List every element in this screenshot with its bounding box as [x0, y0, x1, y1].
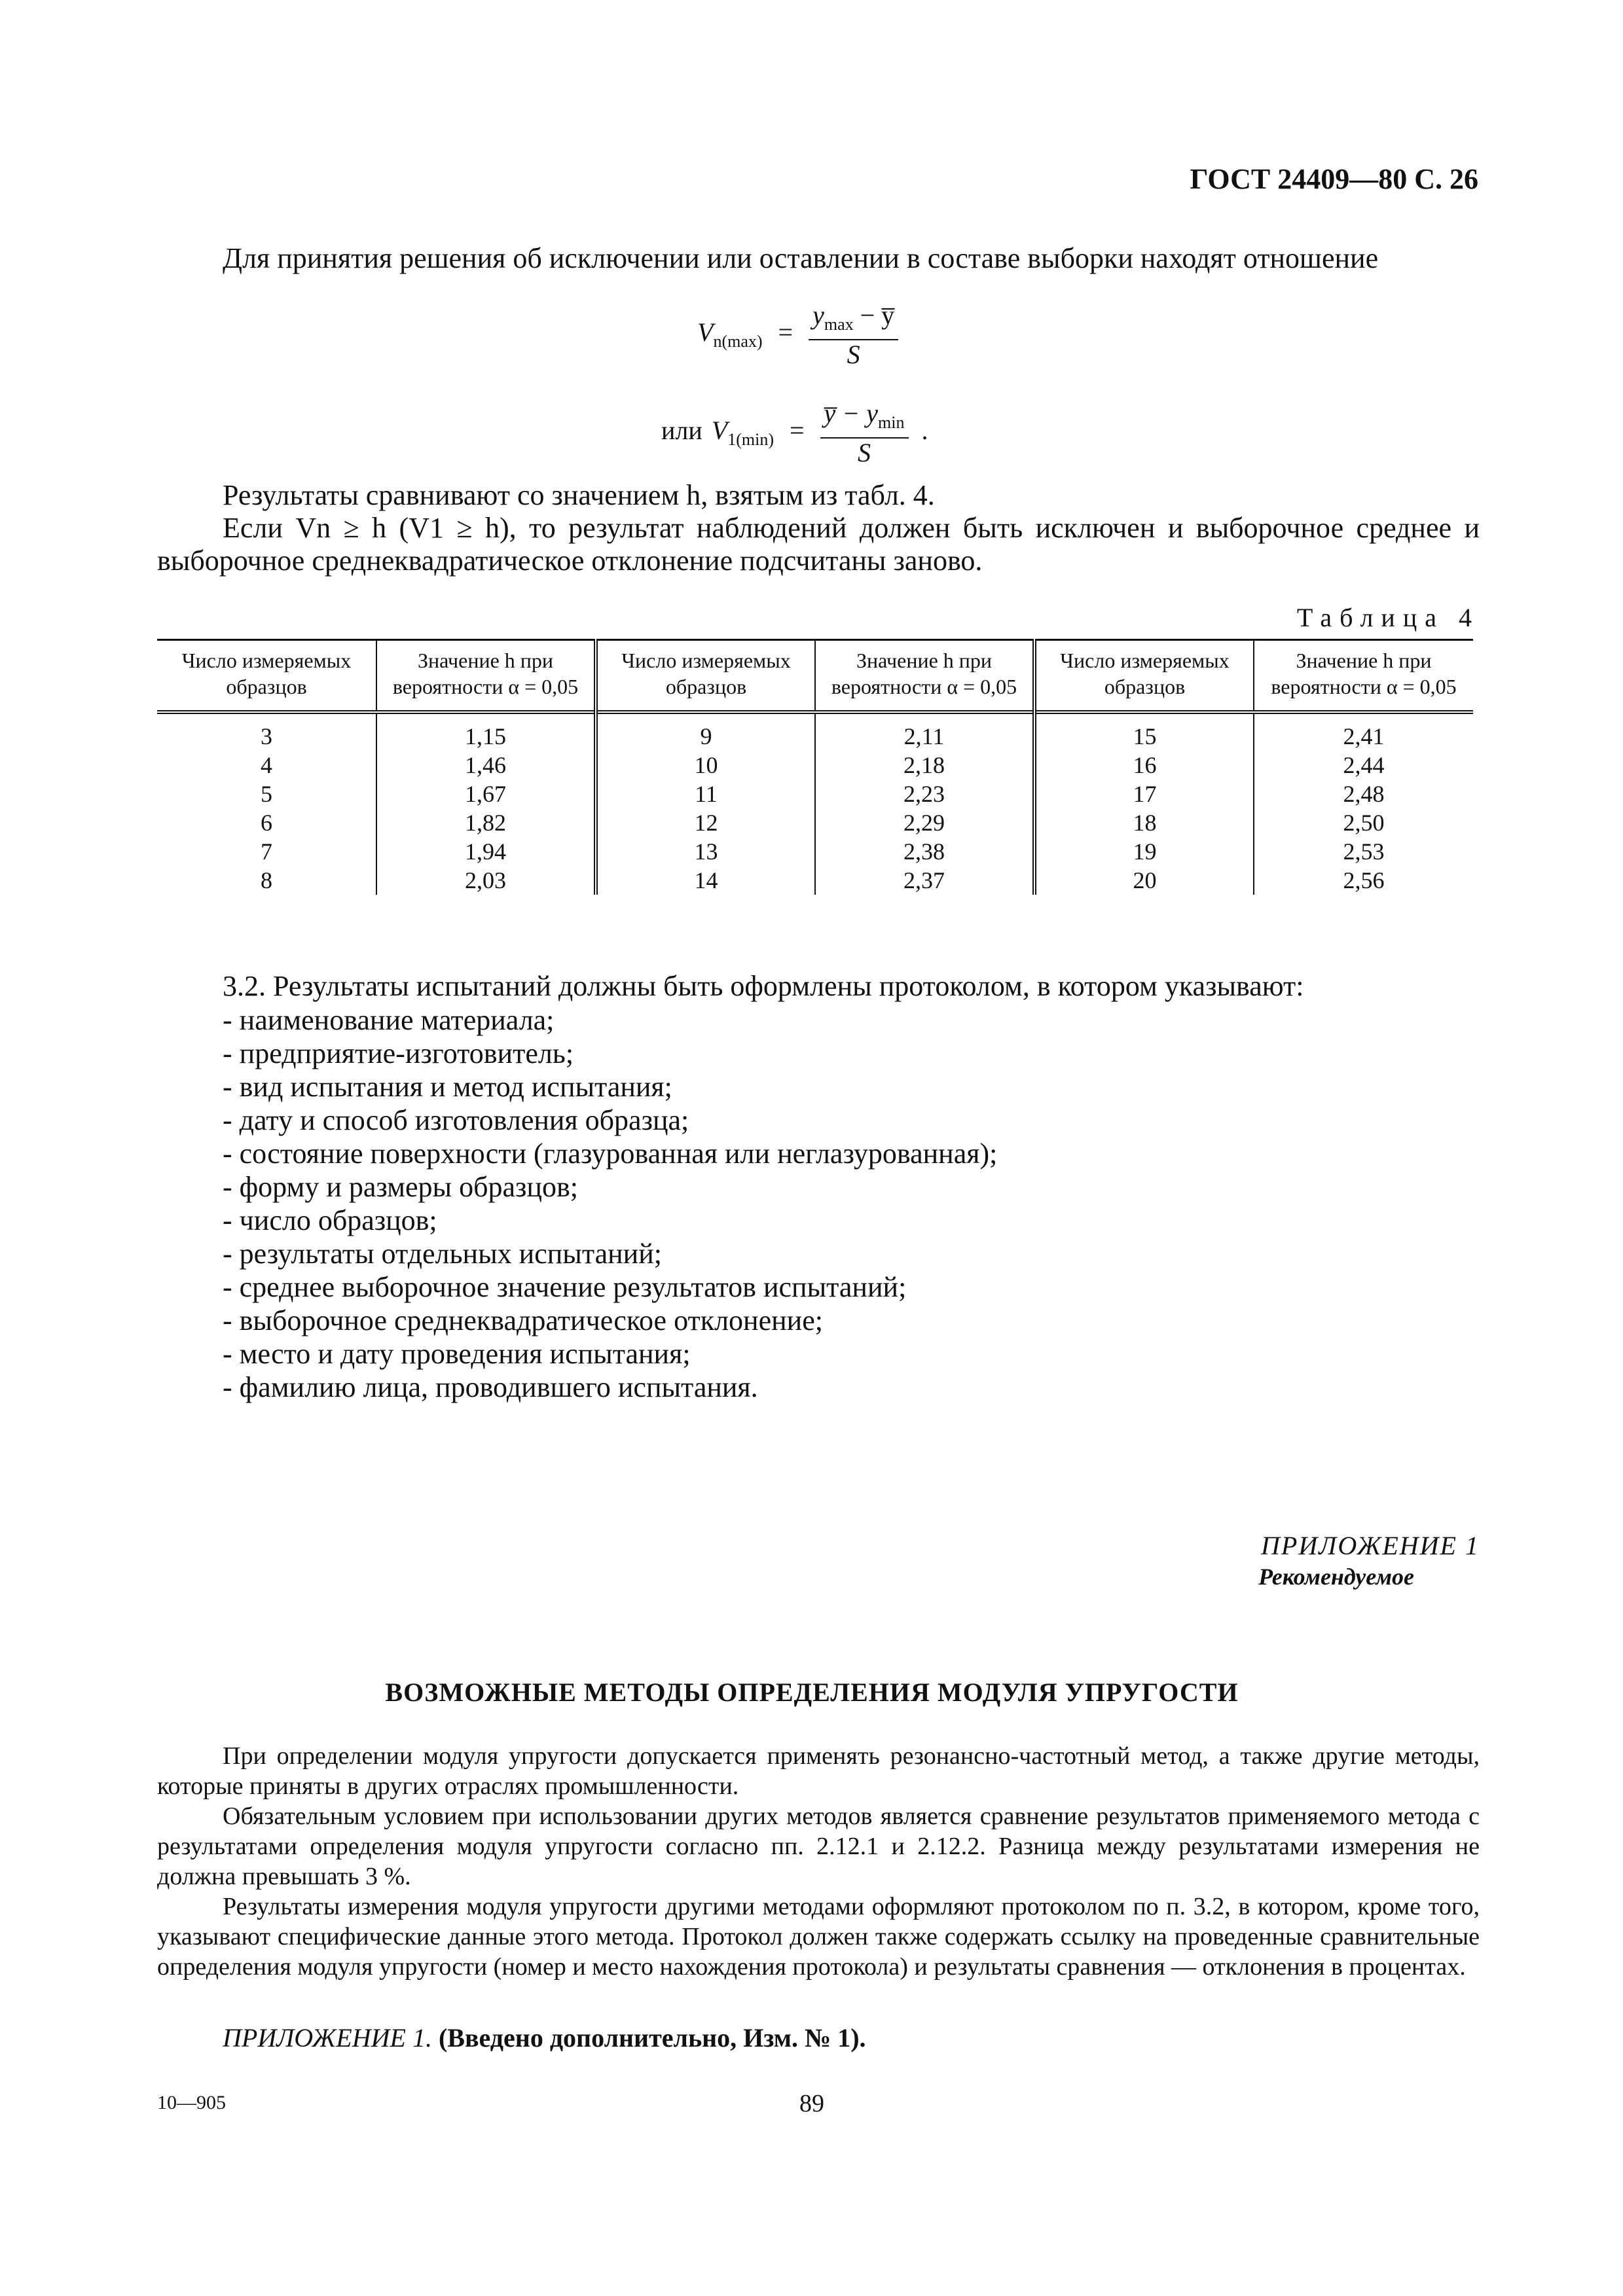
formula-fraction: [820, 399, 909, 467]
appendix-paragraph-2: Обязательным условием при использовании других методов является сравнение результатов применяемого метода с результатами определения модуля упругости согласно пп. 2.12.1 и 2.12.2. Разница между результатами измерения не должна превышать 3 %.: [157, 1803, 1480, 1890]
formula-num-sub: min: [878, 413, 905, 432]
table-cell: 4: [157, 751, 376, 780]
formula-vn-max: [697, 301, 898, 369]
formula-lhs-sub: n(max): [713, 332, 763, 351]
document-header: ГОСТ 24409—80 С. 26: [1190, 163, 1478, 195]
table-row: [157, 780, 1473, 808]
table-cell: 5: [157, 780, 376, 808]
table-cell: 11: [596, 780, 815, 808]
paragraph-condition: Если Vn ≥ h (V1 ≥ h), то результат наблюдений должен быть исключен и выборочное среднее и выборочное среднеквадратическое отклонение подсчитаны заново.: [157, 512, 1480, 577]
formula-num: y̅ − y: [824, 399, 879, 428]
column-header: Число измеряемых образцов: [1034, 640, 1254, 713]
table-cell: 14: [596, 866, 815, 895]
formula-num-rest: − y̅: [853, 300, 895, 330]
table-cell: 1,15: [376, 712, 596, 751]
list-item: - состояние поверхности (глазурованная или неглазурованная);: [223, 1138, 998, 1170]
table-cell: 2,29: [815, 808, 1034, 837]
formula-equals: =: [789, 416, 805, 446]
column-header: Значение h при вероятности α = 0,05: [376, 640, 596, 713]
table-cell: 2,23: [815, 780, 1034, 808]
formula-num: y: [812, 300, 824, 330]
list-item: - число образцов;: [223, 1204, 437, 1236]
appendix-title: ВОЗМОЖНЫЕ МЕТОДЫ ОПРЕДЕЛЕНИЯ МОДУЛЯ УПРУГОСТИ: [385, 1677, 1239, 1707]
formula-fraction: [809, 301, 898, 369]
list-item: - фамилию лица, проводившего испытания.: [223, 1371, 758, 1403]
column-header: Значение h при вероятности α = 0,05: [815, 640, 1034, 713]
table-cell: 8: [157, 866, 376, 895]
table-cell: 10: [596, 751, 815, 780]
table-cell: 16: [1034, 751, 1254, 780]
table-cell: 2,50: [1343, 810, 1385, 836]
table-cell: 17: [1034, 780, 1254, 808]
table-cell: 2,56: [1343, 867, 1385, 893]
list-item: - вид испытания и метод испытания;: [223, 1071, 672, 1103]
paragraph-compare: Результаты сравнивают со значением h, взятым из табл. 4.: [223, 479, 935, 511]
table-row: [157, 808, 1473, 837]
table-cell: 2,44: [1343, 752, 1385, 778]
table-caption: Таблица 4: [1296, 603, 1480, 632]
table-cell: 18: [1034, 808, 1254, 837]
table-cell: 19: [1034, 837, 1254, 866]
table-cell: 2,48: [1343, 781, 1385, 807]
table-cell: 1,82: [376, 808, 596, 837]
list-item: - среднее выборочное значение результатов испытаний;: [223, 1271, 907, 1303]
formula-prefix: или: [661, 416, 702, 446]
table-header-row: [157, 640, 1473, 713]
table-row: [157, 866, 1473, 895]
table-cell: 1,94: [376, 837, 596, 866]
list-item: - предприятие-изготовитель;: [223, 1037, 574, 1069]
page-number: 89: [799, 2090, 824, 2117]
table-cell: 2,37: [815, 866, 1034, 895]
list-item: - результаты отдельных испытаний;: [223, 1238, 662, 1270]
appendix-status: Рекомендуемое: [1258, 1564, 1414, 1590]
table-cell: 6: [157, 808, 376, 837]
table-cell: 9: [596, 712, 815, 751]
appendix-paragraph-1: При определении модуля упругости допускается применять резонансно-частотный метод, а также другие методы, которые приняты в других отраслях промышленности.: [157, 1742, 1480, 1800]
table-cell: 2,11: [815, 712, 1034, 751]
amendment-note: [223, 2022, 1467, 2053]
appendix-paragraph-3: Результаты измерения модуля упругости другими методами оформляют протоколом по п. 3.2, в котором, кроме того, указывают специфические данные этого метода. Протокол должен также содержать ссылку на проведенные сравнительные определения модуля упругости (номер и место нахождения протокола) и результаты сравнения — отклонения в процентах.: [157, 1893, 1480, 1981]
table-row: [157, 837, 1473, 866]
list-item: - форму и размеры образцов;: [223, 1171, 578, 1203]
formula-lhs: V: [711, 416, 728, 446]
table-cell: 2,38: [815, 837, 1034, 866]
table-cell: 2,03: [376, 866, 596, 895]
table-row: [157, 712, 1473, 751]
table-cell: 1,67: [376, 780, 596, 808]
column-header: Число измеряемых образцов: [596, 640, 815, 713]
table-cell: 12: [596, 808, 815, 837]
section-3-2: 3.2. Результаты испытаний должны быть оформлены протоколом, в котором указывают:: [223, 970, 1304, 1002]
table-4: [157, 639, 1473, 895]
list-item: - дату и способ изготовления образца;: [223, 1104, 689, 1136]
formula-lhs: V: [697, 317, 714, 348]
column-header: Число измеряемых образцов: [157, 640, 376, 713]
list-item: - выборочное среднеквадратическое отклонение;: [223, 1304, 823, 1336]
table-cell: 20: [1034, 866, 1254, 895]
formula-den: S: [858, 438, 871, 467]
formula-equals: =: [778, 317, 793, 348]
intro-paragraph: Для принятия решения об исключении или оставлении в составе выборки находят отношение: [223, 242, 1379, 274]
amendment-label: ПРИЛОЖЕНИЕ 1.: [223, 2023, 432, 2053]
table-cell: 2,41: [1343, 723, 1385, 749]
amendment-text: (Введено дополнительно, Изм. № 1).: [431, 2023, 866, 2053]
protocol-items-list: [223, 1003, 1467, 1404]
formula-num-sub: max: [824, 315, 854, 334]
table-cell: 15: [1034, 712, 1254, 751]
list-item: - наименование материала;: [223, 1004, 555, 1036]
formula-v1-min: [661, 399, 928, 467]
formula-lhs-sub: 1(min): [727, 430, 774, 450]
formula-den: S: [847, 340, 860, 369]
table-row: [157, 751, 1473, 780]
table-cell: 1,46: [376, 751, 596, 780]
table-cell: 2,53: [1343, 838, 1385, 865]
table-cell: 2,18: [815, 751, 1034, 780]
table-cell: 7: [157, 837, 376, 866]
column-header: Значение h при вероятности α = 0,05: [1271, 649, 1457, 698]
list-item: - место и дату проведения испытания;: [223, 1338, 691, 1370]
formula-tail: .: [921, 416, 928, 446]
footer-code: 10—905: [157, 2092, 226, 2113]
appendix-label: ПРИЛОЖЕНИЕ 1: [1261, 1531, 1480, 1560]
table-cell: 3: [157, 712, 376, 751]
table-cell: 13: [596, 837, 815, 866]
